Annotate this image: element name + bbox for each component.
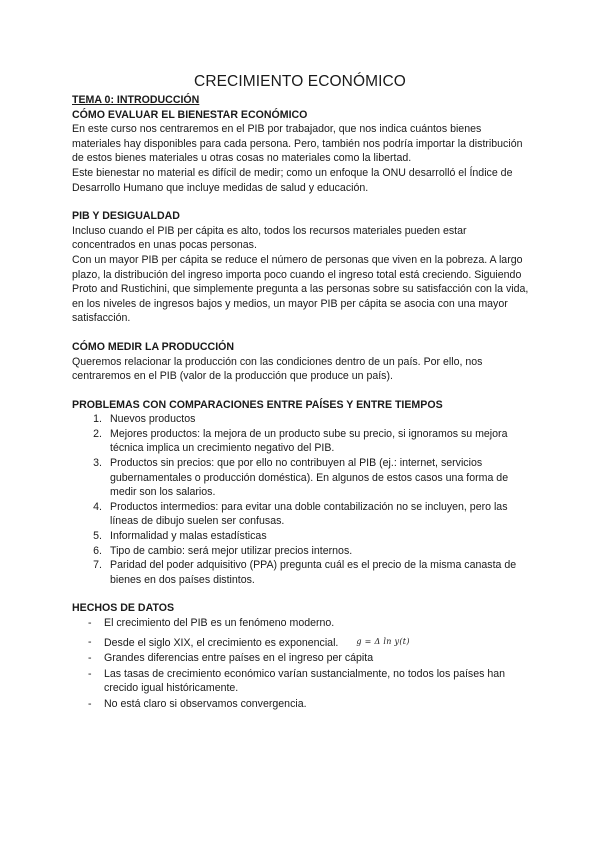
- spacer: [72, 587, 532, 601]
- section-heading-problemas: PROBLEMAS CON COMPARACIONES ENTRE PAÍSES Y ENTRE TIEMPOS: [72, 398, 443, 411]
- list-item-text: Paridad del poder adquisitivo (PPA) pregunta cuál es el precio de la misma canasta de bienes en dos países distintos.: [110, 559, 517, 586]
- list-item-text: El crecimiento del PIB es un fenómeno moderno.: [104, 617, 335, 629]
- list-bullet: -: [88, 635, 92, 648]
- list-item: [72, 697, 532, 712]
- list-item-text: Informalidad y malas estadísticas: [110, 530, 267, 543]
- spacer: [72, 384, 532, 398]
- list-item: [72, 544, 532, 559]
- list-item: [72, 651, 532, 666]
- list-number: 2.: [93, 427, 102, 440]
- section-heading-desigualdad: PIB Y DESIGUALDAD: [72, 210, 180, 223]
- list-item: [72, 412, 532, 427]
- list-bullet: -: [88, 697, 92, 710]
- list-number: 1.: [93, 413, 102, 426]
- spacer: [72, 195, 532, 209]
- list-item: [72, 500, 532, 529]
- problems-list: [72, 412, 532, 587]
- growth-formula: g = Δ ln y(t): [356, 636, 410, 646]
- list-item-text: Nuevos productos: [110, 413, 196, 426]
- spacer: [72, 326, 532, 340]
- list-number: 5.: [93, 530, 102, 543]
- document-title: CRECIMIENTO ECONÓMICO: [194, 73, 406, 90]
- list-item: [72, 529, 532, 544]
- list-number: 4.: [93, 500, 102, 513]
- list-item-text: Las tasas de crecimiento económico varían sustancialmente, no todos los países han crecido igual históricamente.: [104, 667, 506, 695]
- document-body: [72, 93, 532, 713]
- section-heading-bienestar: CÓMO EVALUAR EL BIENESTAR ECONÓMICO: [72, 108, 308, 121]
- list-item-text: Grandes diferencias entre países en el ingreso per cápita: [104, 652, 374, 665]
- list-item-text: Tipo de cambio: será mejor utilizar precios internos.: [110, 544, 353, 557]
- list-bullet: -: [88, 652, 92, 665]
- section-heading-medir: CÓMO MEDIR LA PRODUCCIÓN: [72, 340, 235, 353]
- list-item-text: Desde el siglo XIX, el crecimiento es exponencial.: [104, 636, 339, 649]
- paragraph: Este bienestar no material es difícil de medir; como un enfoque la ONU desarrolló el Índice de Desarrollo Humano que incluye medidas de salud y educación.: [72, 166, 513, 194]
- list-item-text: Mejores productos: la mejora de un producto sube su precio, si ignoramos su mejora técnica implica un crecimiento negativo del PIB.: [110, 427, 508, 455]
- list-item: [72, 456, 532, 500]
- list-number: 3.: [93, 457, 102, 470]
- paragraph: Incluso cuando el PIB per cápita es alto, todos los recursos materiales pueden estar concentrados en unas pocas personas.: [72, 224, 467, 252]
- paragraph: Con un mayor PIB per cápita se reduce el número de personas que viven en la pobreza. A largo plazo, la distribución del ingreso importa poco cuando el ingreso total está creciendo. Siguiendo Proto and Rustichini, que simplemente pregunta a las personas sobre su satisfacción con la vida, en los niveles de ingresos bajos y medios, un mayor PIB per cápita se asocia con una mayor satisfacción.: [72, 253, 529, 325]
- list-number: 7.: [93, 559, 102, 572]
- list-item: [72, 667, 532, 696]
- paragraph: Queremos relacionar la producción con las condiciones dentro de un país. Por ello, nos centraremos en el PIB (valor de la producción que produce un país).: [72, 355, 483, 383]
- section-heading-hechos: HECHOS DE DATOS: [72, 602, 175, 615]
- list-item-text: No está claro si observamos convergencia.: [104, 697, 307, 710]
- list-item: [72, 635, 532, 651]
- topic-heading: TEMA 0: INTRODUCCIÓN: [72, 94, 200, 106]
- list-bullet: -: [88, 667, 92, 680]
- list-item: [72, 427, 532, 456]
- list-bullet: -: [88, 617, 92, 629]
- facts-list: [72, 616, 532, 712]
- list-item-text: Productos sin precios: que por ello no contribuyen al PIB (ej.: internet, servicios gubernamentales o producción doméstica). En algunos de estos casos una forma de medir son los salarios.: [110, 457, 509, 499]
- list-item-text: Productos intermedios: para evitar una doble contabilización no se incluyen, pero las líneas de dibujo suelen ser confusas.: [110, 500, 508, 528]
- paragraph: En este curso nos centraremos en el PIB por trabajador, que nos indica cuántos bienes materiales hay disponibles para cada persona. Pero, también nos podría importar la distribución de estos bienes materiales u otras cosas no materiales como la libertad.: [72, 123, 523, 165]
- list-item: [72, 558, 532, 587]
- list-item: [72, 616, 532, 631]
- list-number: 6.: [93, 544, 102, 557]
